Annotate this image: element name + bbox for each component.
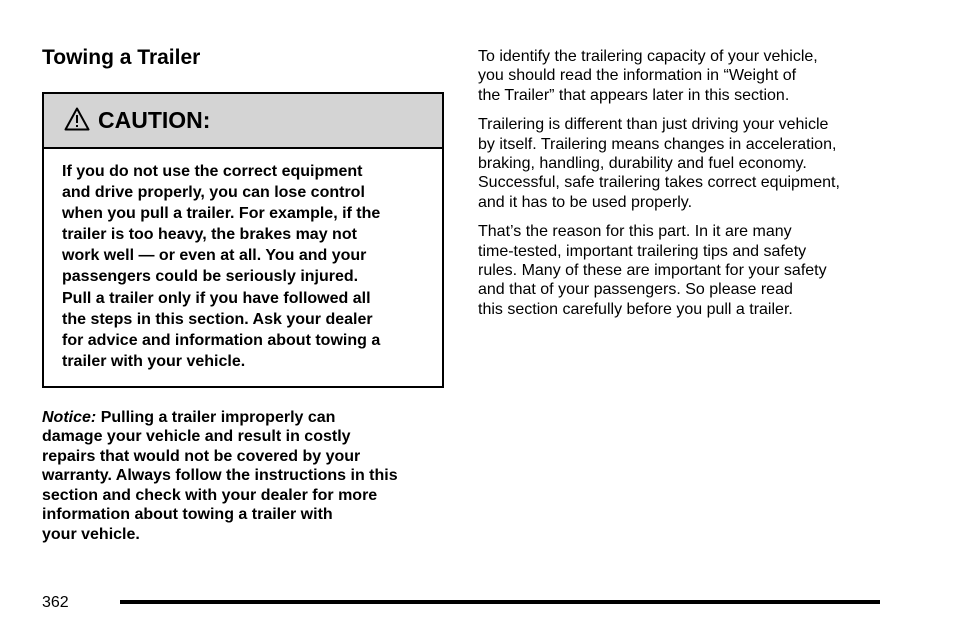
caution-title: CAUTION: xyxy=(98,107,211,133)
caution-paragraph: Pull a trailer only if you have followed all the steps in this section. Ask your dealer for advice and information about towing a trailer with your vehicle. xyxy=(62,289,381,370)
body-paragraph: To identify the trailering capacity of your vehicle, you should read the information in “Weight of the Trailer” that appears later in this section. xyxy=(478,48,818,104)
warning-triangle-icon xyxy=(64,107,90,131)
caution-body xyxy=(44,149,442,386)
notice-text: Pulling a trailer improperly can damage your vehicle and result in costly repairs that would not be covered by your warranty. Always follow the instructions in this section and check with your dealer for more information about towing a trailer with your vehicle. xyxy=(42,408,398,543)
caution-paragraph: If you do not use the correct equipment and drive properly, you can lose control when you pull a trailer. For example, if the trailer is too heavy, the brakes may not work well — or even at all. You and your passengers could be seriously injured. xyxy=(62,163,381,286)
notice-label: Notice: xyxy=(42,408,97,426)
caution-box xyxy=(42,92,444,388)
left-column xyxy=(42,44,444,544)
section-heading: Towing a Trailer xyxy=(42,46,201,69)
right-column xyxy=(478,47,888,329)
body-paragraph: Trailering is different than just driving your vehicle by itself. Trailering means changes in acceleration, braking, handling, durability and fuel economy. Successful, safe trailering takes correct equipment, and it has to be used properly. xyxy=(478,116,840,211)
notice-block xyxy=(42,408,444,545)
page-number: 362 xyxy=(42,594,69,611)
body-paragraph: That’s the reason for this part. In it are many time-tested, important trailering tips and safety rules. Many of these are important for your safety and that of your passengers. So please read this section carefully before you pull a trailer. xyxy=(478,223,827,318)
footer-rule xyxy=(120,600,880,604)
caution-header xyxy=(44,94,442,149)
